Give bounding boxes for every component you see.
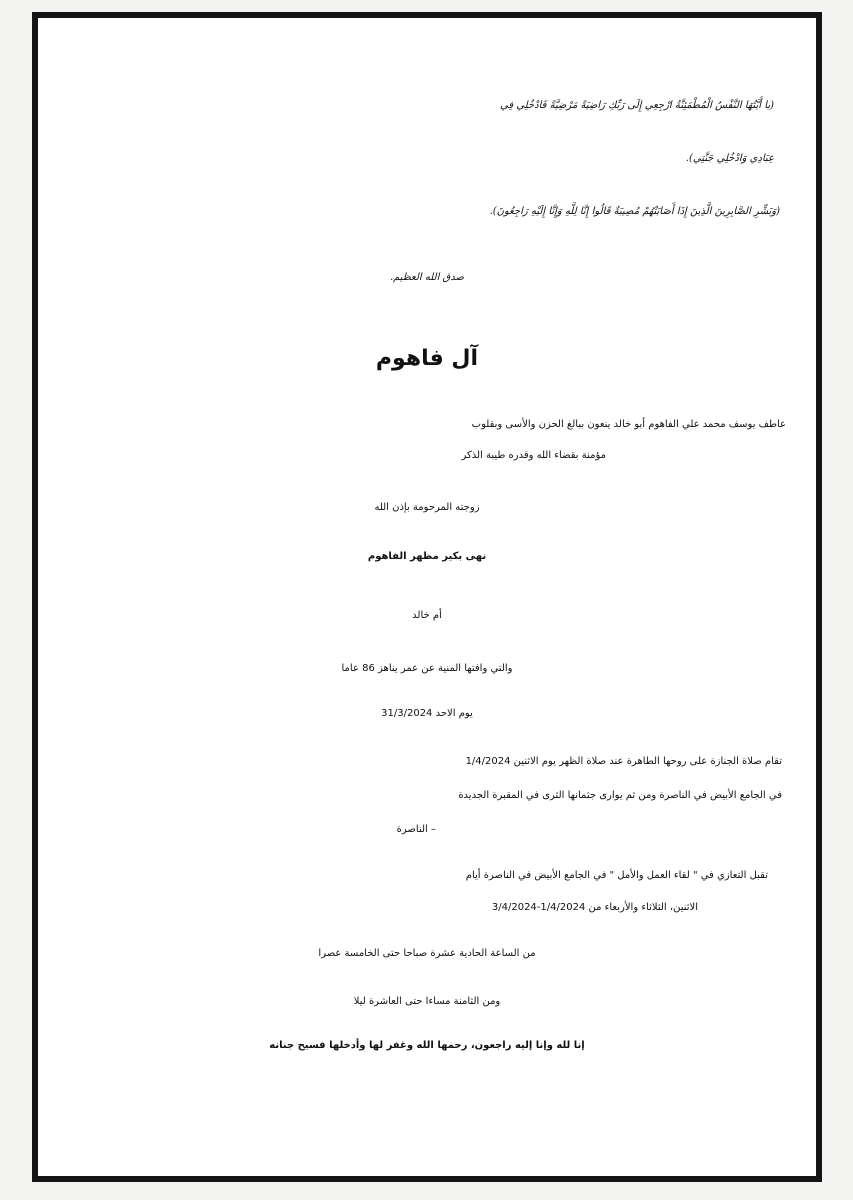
funeral-line-2: في الجامع الأبيض في الناصرة ومن ثم يوارى جثمانها الثرى في المقبرة الجديدة xyxy=(458,790,782,801)
verse-line-2: عِبَادِي وَادْخُلِي جَنَّتِي). xyxy=(685,153,774,164)
age-line: والتي وافتها المنية عن عمر يناهز 86 عاما xyxy=(341,663,513,674)
sadaq-allah: صدق الله العظيم. xyxy=(389,272,465,283)
obituary-content xyxy=(38,18,816,1176)
funeral-line-3: – الناصرة xyxy=(396,824,436,835)
hours-day: من الساعة الحادية عشرة صباحا حتى الخامسة عصرا xyxy=(318,948,536,959)
death-date: يوم الاحد 31/3/2024 xyxy=(381,708,473,719)
verse-line-1: (يا أَيَّتُهَا النَّفْسُ الْمُطْمَئِنَّةُ ارْجِعِي إِلَى رَبِّكِ رَاضِيَةً مَرْضِيَّةً فَادْخُلِي فِي xyxy=(500,100,774,111)
family-name-heading: آل فاهوم xyxy=(375,346,479,371)
deceased-name: نهى بكير مظهر الفاهوم xyxy=(367,551,487,562)
obituary-frame xyxy=(32,12,822,1182)
condolences-line-1: تقبل التعازي في " لقاء العمل والأمل " في الجامع الأبيض في الناصرة أيام xyxy=(465,870,768,881)
announcement-line-1: عاطف يوسف محمد علي الفاهوم أبو خالد ينعون ببالغ الحزن والأسى وبقلوب xyxy=(471,419,786,430)
closing-prayer: إنا لله وإنا إليه راجعون، رحمها الله وغفر لها وأدخلها فسيح جنانه xyxy=(269,1040,585,1051)
verse-line-3: (وَبَشِّرِ الصَّابِرِينَ الَّذِينَ إِذَا أَصَابَتْهُمْ مُصِيبَةٌ قَالُوا إِنَّا لِلَّهِ وَإِنَّا إِلَيْهِ رَاجِعُونَ). xyxy=(489,206,780,217)
announcement-line-2: مؤمنة بقضاء الله وقدره طيبة الذكر xyxy=(461,450,606,461)
funeral-line-1: تقام صلاة الجنازة على روحها الطاهرة عند صلاة الظهر يوم الاثنين 1/4/2024 xyxy=(465,756,782,767)
kunya: أم خالد xyxy=(412,610,442,621)
wife-label: زوجته المرحومة بإذن الله xyxy=(374,502,480,513)
hours-evening: ومن الثامنة مساءا حتى العاشرة ليلا xyxy=(353,996,501,1007)
condolences-line-2: الاثنين، الثلاثاء والأربعاء من 1/4/2024-3/4/2024 xyxy=(491,902,698,913)
